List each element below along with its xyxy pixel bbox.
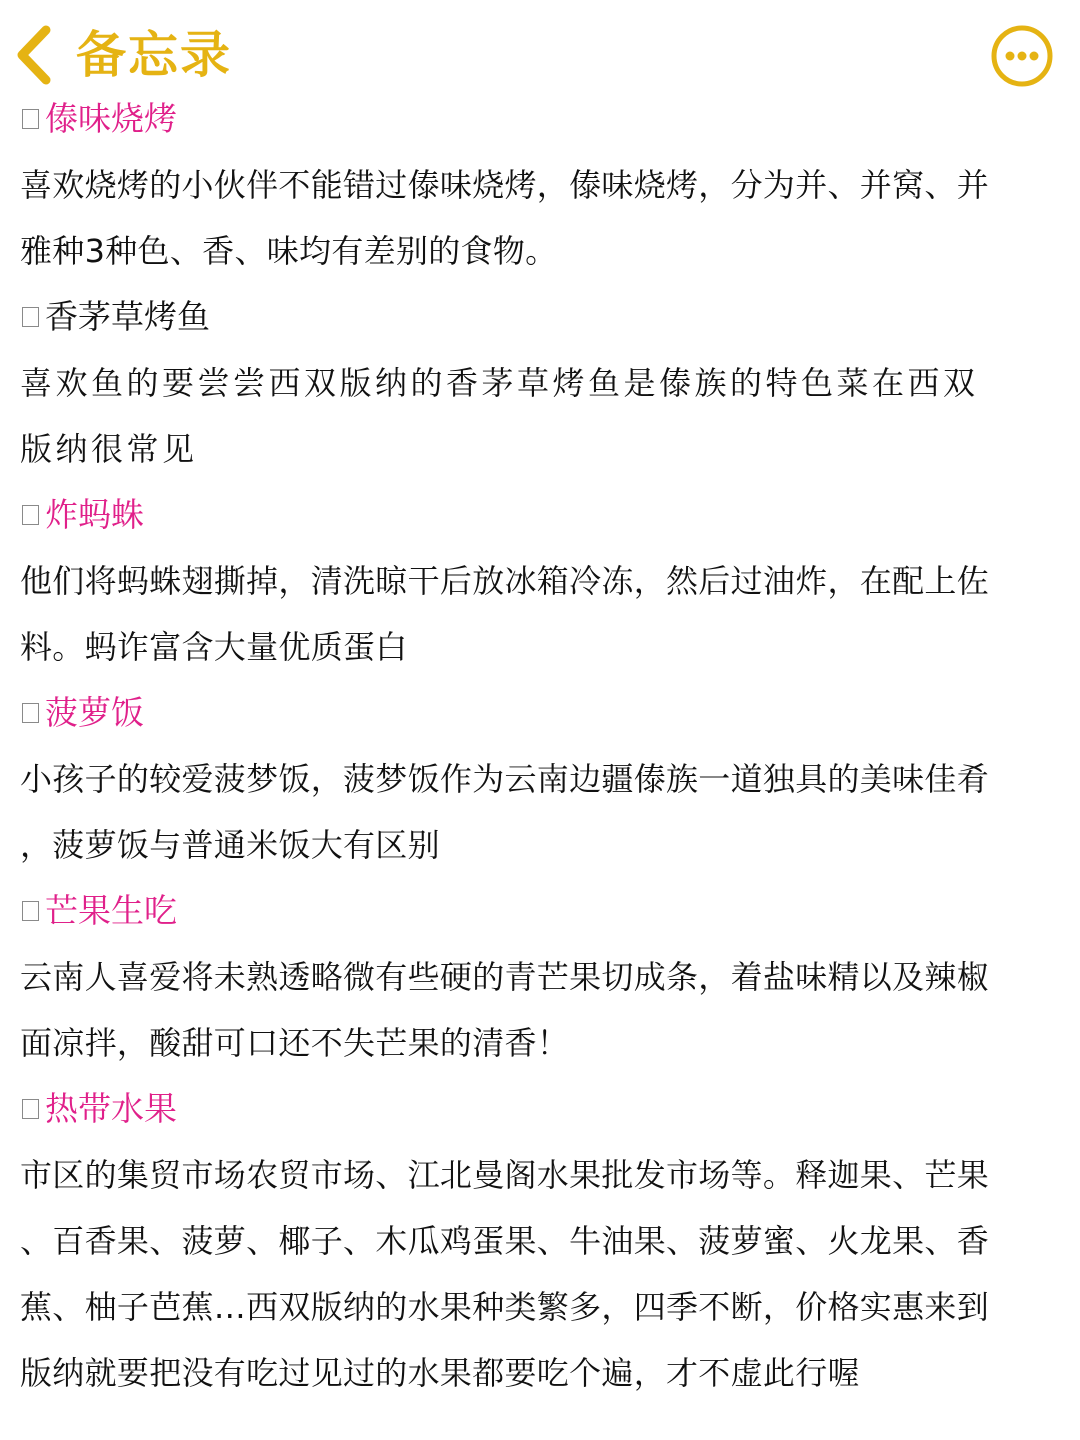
section-body	[20, 1142, 1072, 1406]
checkbox[interactable]	[22, 505, 39, 525]
section-body	[20, 152, 1072, 284]
body-line: 版纳就要把没有吃过见过的水果都要吃个遍，才不虚此行喔	[20, 1354, 860, 1392]
section-body	[20, 944, 1072, 1076]
body-line: 雅种3种色、香、味均有差别的食物。	[20, 232, 558, 270]
body-line: ，菠萝饭与普通米饭大有区别	[20, 826, 440, 864]
body-line: 版纳很常见	[20, 430, 198, 468]
more-options-button[interactable]	[990, 24, 1054, 88]
memo-section	[20, 680, 1072, 878]
section-title	[20, 878, 1072, 944]
checkbox[interactable]	[22, 307, 39, 327]
body-line: 面凉拌，酸甜可口还不失芒果的清香！	[20, 1024, 570, 1062]
memo-section	[20, 284, 1072, 482]
body-line: 小孩子的较爱菠梦饭，菠梦饭作为云南边疆傣族一道独具的美味佳肴	[20, 760, 990, 798]
body-line: 市区的集贸市场农贸市场、江北曼阁水果批发市场等。释迦果、芒果	[20, 1156, 990, 1194]
body-line: 喜欢烧烤的小伙伴不能错过傣味烧烤，傣味烧烤，分为并、并窝、并	[20, 166, 990, 204]
section-title	[20, 86, 1072, 152]
section-title	[20, 680, 1072, 746]
body-line: 料。蚂诈富含大量优质蛋白	[20, 628, 408, 666]
section-body	[20, 350, 1072, 482]
section-title-text: 芒果生吃	[45, 891, 177, 930]
section-title-text: 菠萝饭	[45, 693, 144, 732]
memo-section	[20, 86, 1072, 284]
section-title-text: 傣味烧烤	[45, 99, 177, 138]
checkbox[interactable]	[22, 1099, 39, 1119]
memo-content	[20, 86, 1072, 1406]
more-options-icon	[990, 24, 1054, 88]
section-body	[20, 548, 1072, 680]
body-line: 蕉、柚子芭蕉…西双版纳的水果种类繁多，四季不断，价格实惠来到	[20, 1288, 990, 1326]
checkbox[interactable]	[22, 703, 39, 723]
memo-section	[20, 1076, 1072, 1406]
chevron-left-icon	[10, 20, 60, 90]
back-button[interactable]	[10, 20, 232, 90]
top-bar	[0, 0, 1080, 100]
checkbox[interactable]	[22, 109, 39, 129]
memo-section	[20, 878, 1072, 1076]
body-line: 他们将蚂蛛翅撕掉，清洗晾干后放冰箱冷冻，然后过油炸，在配上佐	[20, 562, 990, 600]
checkbox[interactable]	[22, 901, 39, 921]
section-title-text: 香茅草烤鱼	[45, 297, 210, 336]
section-title-text: 炸蚂蛛	[45, 495, 144, 534]
section-title	[20, 284, 1072, 350]
body-line: 、百香果、菠萝、椰子、木瓜鸡蛋果、牛油果、菠萝蜜、火龙果、香	[20, 1222, 990, 1260]
section-title-text: 热带水果	[45, 1089, 177, 1128]
body-line: 喜欢鱼的要尝尝西双版纳的香茅草烤鱼是傣族的特色菜在西双	[20, 364, 979, 402]
section-title	[20, 1076, 1072, 1142]
page-title: 备忘录	[76, 26, 232, 84]
body-line: 云南人喜爱将未熟透略微有些硬的青芒果切成条，着盐味精以及辣椒	[20, 958, 990, 996]
section-body	[20, 746, 1072, 878]
memo-section	[20, 482, 1072, 680]
section-title	[20, 482, 1072, 548]
